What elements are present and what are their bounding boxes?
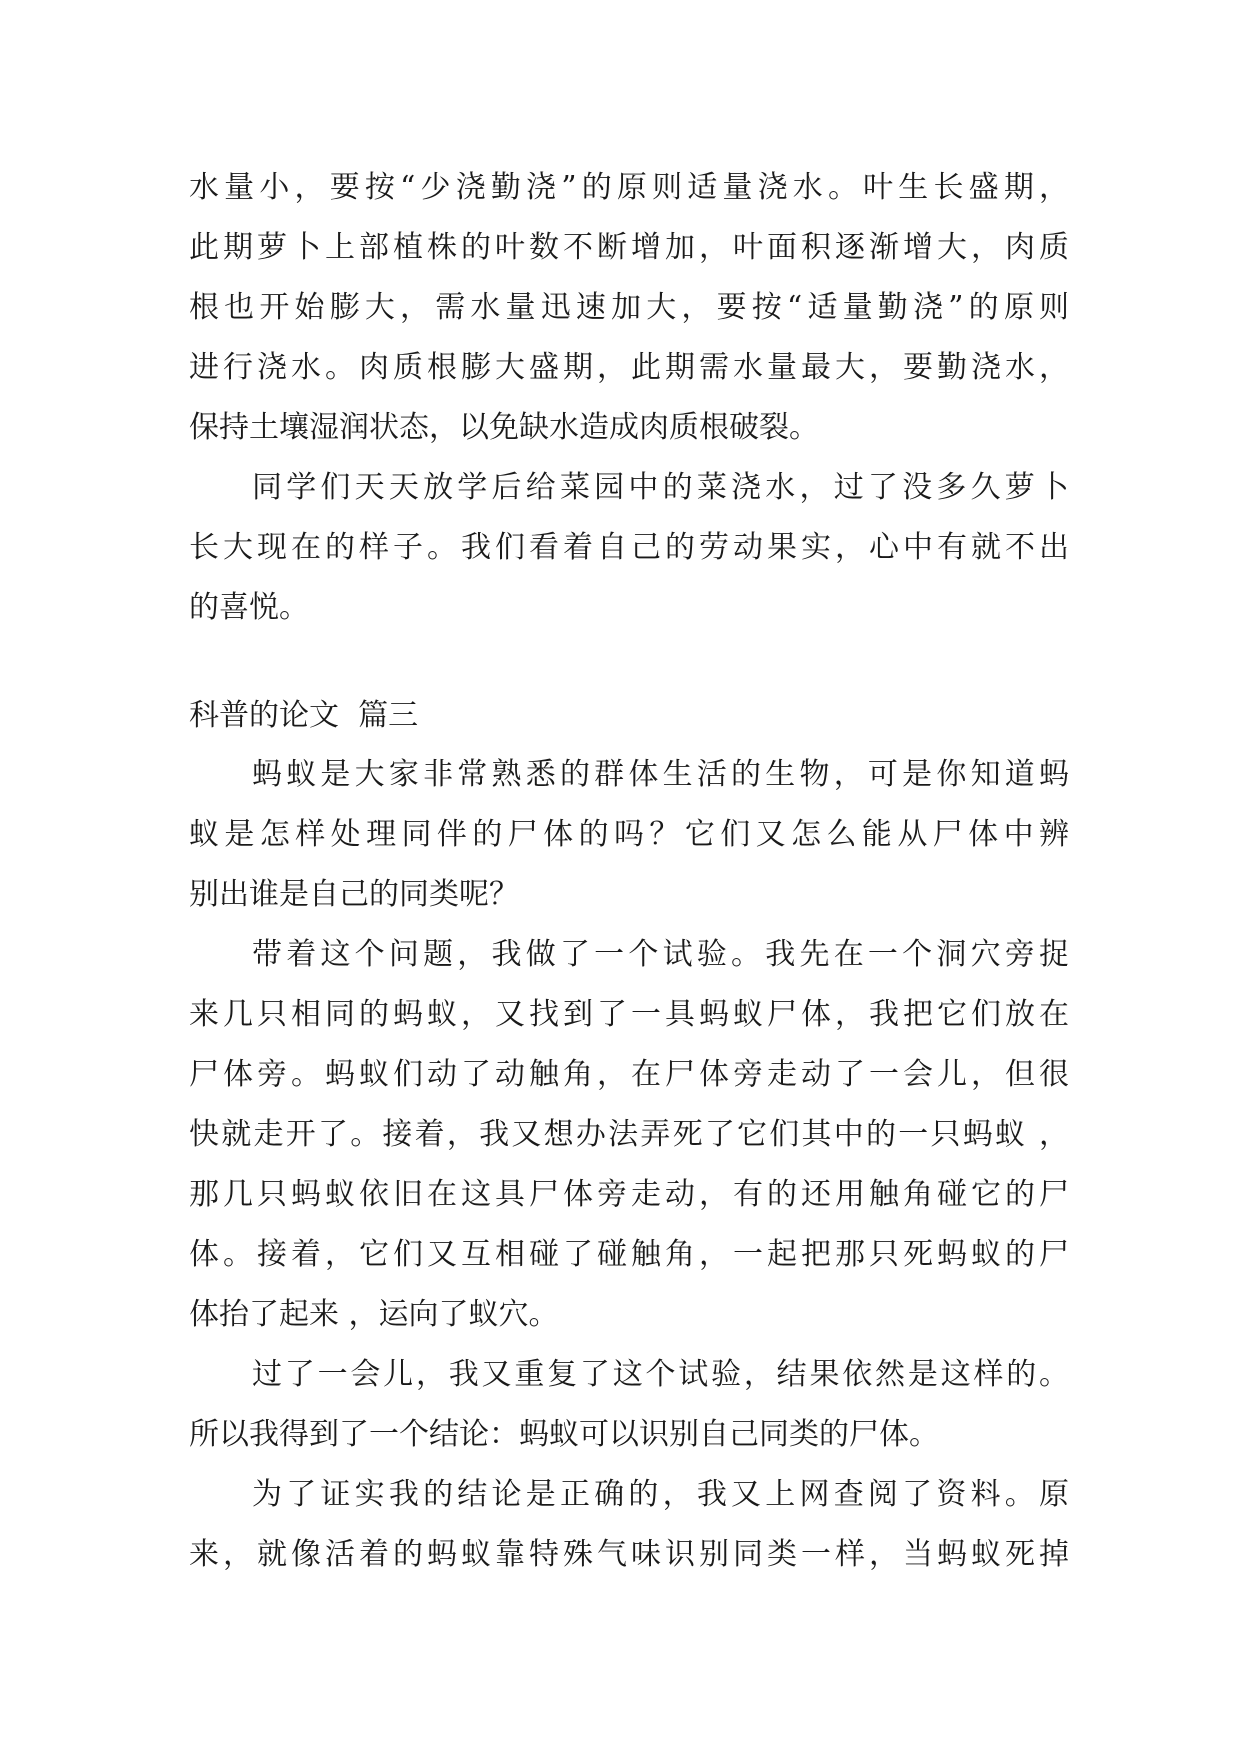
section-heading: 科普的论文 篇三	[189, 698, 419, 733]
paragraph-line: 蚁是怎样处理同伴的尸体的吗？它们又怎么能从尸体中辨	[189, 817, 1069, 852]
paragraph-line: 快就走开了。接着，我又想办法弄死了它们其中的一只蚂蚁 ，	[189, 1117, 1069, 1152]
paragraph-line: 体。接着，它们又互相碰了碰触角，一起把那只死蚂蚁的尸	[189, 1237, 1069, 1272]
paragraph-line: 蚂蚁是大家非常熟悉的群体生活的生物，可是你知道蚂	[252, 757, 1069, 792]
paragraph-line: 尸体旁。蚂蚁们动了动触角，在尸体旁走动了一会儿，但很	[189, 1057, 1069, 1092]
paragraph-line: 过了一会儿，我又重复了这个试验，结果依然是这样的。	[252, 1357, 1069, 1392]
paragraph-line: 根也开始膨大，需水量迅速加大，要按“适量勤浇”的原则	[189, 290, 1069, 325]
paragraph-line: 那几只蚂蚁依旧在这具尸体旁走动，有的还用触角碰它的尸	[189, 1177, 1069, 1212]
paragraph-line: 别出谁是自己的同类呢？	[189, 877, 519, 912]
paragraph-line: 体抬了起来 ，运向了蚁穴。	[189, 1297, 559, 1332]
paragraph-line: 来几只相同的蚂蚁，又找到了一具蚂蚁尸体，我把它们放在	[189, 997, 1069, 1032]
paragraph-line: 来，就像活着的蚂蚁靠特殊气味识别同类一样，当蚂蚁死掉	[189, 1537, 1069, 1572]
paragraph-line: 带着这个问题，我做了一个试验。我先在一个洞穴旁捉	[252, 937, 1069, 972]
paragraph-line: 为了证实我的结论是正确的，我又上网查阅了资料。原	[252, 1477, 1069, 1512]
paragraph-line: 水量小，要按“少浇勤浇”的原则适量浇水。叶生长盛期，	[189, 170, 1069, 205]
paragraph-line: 同学们天天放学后给菜园中的菜浇水，过了没多久萝卜	[252, 470, 1069, 505]
paragraph-line: 此期萝卜上部植株的叶数不断增加，叶面积逐渐增大，肉质	[189, 230, 1069, 265]
paragraph-line: 保持土壤湿润状态，以免缺水造成肉质根破裂。	[189, 410, 819, 445]
paragraph-line: 的喜悦。	[189, 590, 309, 625]
paragraph-line: 进行浇水。肉质根膨大盛期，此期需水量最大，要勤浇水，	[189, 350, 1069, 385]
paragraph-line: 长大现在的样子。我们看着自己的劳动果实，心中有就不出	[189, 530, 1069, 565]
paragraph-line: 所以我得到了一个结论：蚂蚁可以识别自己同类的尸体。	[189, 1417, 939, 1452]
